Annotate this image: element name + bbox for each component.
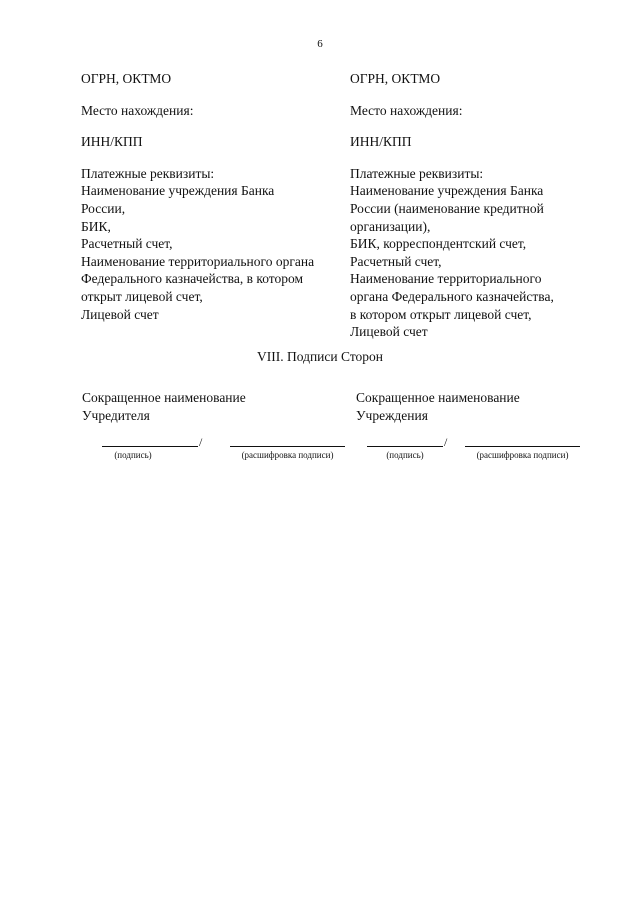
page-number: 6 (317, 38, 323, 50)
location-label: Место нахождения: (350, 102, 463, 118)
signature-slash: / (444, 435, 448, 449)
founder-name-line: Учредителя (82, 407, 150, 423)
location-label: Место нахождения: (81, 102, 194, 118)
payment-line: БИК, корреспондентский счет, (350, 236, 527, 252)
payment-line: в котором открыт лицевой счет, (350, 306, 532, 322)
payment-line: организации), (350, 218, 431, 234)
institution-signature-line (367, 446, 443, 447)
founder-name-block (82, 389, 246, 424)
payment-line: Платежные реквизиты: (81, 165, 215, 181)
founder-requisites (81, 70, 343, 323)
decoding-caption: (расшифровка подписи) (241, 450, 334, 460)
payment-line: Наименование территориального органа (81, 253, 315, 269)
ogrn-oktmo-label: ОГРН, ОКТМО (81, 71, 172, 86)
payment-line: Лицевой счет (350, 324, 428, 340)
signature-slash: / (199, 435, 203, 449)
payment-line: Расчетный счет, (81, 236, 173, 252)
payment-line: Лицевой счет (81, 306, 159, 322)
signature-caption: (подпись) (386, 450, 424, 460)
payment-line: БИК, (81, 218, 111, 234)
founder-name-line: Сокращенное наименование (82, 390, 246, 405)
payment-line: Наименование территориального (350, 271, 542, 287)
ogrn-oktmo-label: ОГРН, ОКТМО (350, 71, 441, 86)
section-title: VIII. Подписи Сторон (256, 349, 384, 364)
payment-details (350, 165, 590, 341)
payment-line: Наименование учреждения Банка (81, 183, 275, 199)
institution-decoding-line (465, 446, 580, 447)
institution-name-line: Учреждения (356, 407, 428, 423)
payment-line: Расчетный счет, (350, 253, 442, 269)
payment-line: органа Федерального казначейства, (350, 288, 554, 304)
inn-kpp-label: ИНН/КПП (350, 134, 412, 150)
payment-line: Наименование учреждения Банка (350, 183, 544, 199)
payment-line: России, (81, 200, 126, 216)
institution-requisites (350, 70, 590, 341)
institution-name-line: Сокращенное наименование (356, 390, 520, 405)
institution-name-block (356, 389, 520, 424)
decoding-caption: (расшифровка подписи) (476, 450, 569, 460)
payment-line: открыт лицевой счет, (81, 288, 203, 304)
inn-kpp-label: ИНН/КПП (81, 134, 143, 150)
signature-area (0, 436, 640, 462)
payment-details (81, 165, 343, 323)
payment-line: России (наименование кредитной (350, 200, 544, 216)
payment-line: Платежные реквизиты: (350, 165, 484, 181)
payment-line: Федерального казначейства, в котором (81, 271, 304, 287)
founder-signature-line (102, 446, 198, 447)
signature-caption: (подпись) (114, 450, 152, 460)
founder-decoding-line (230, 446, 345, 447)
